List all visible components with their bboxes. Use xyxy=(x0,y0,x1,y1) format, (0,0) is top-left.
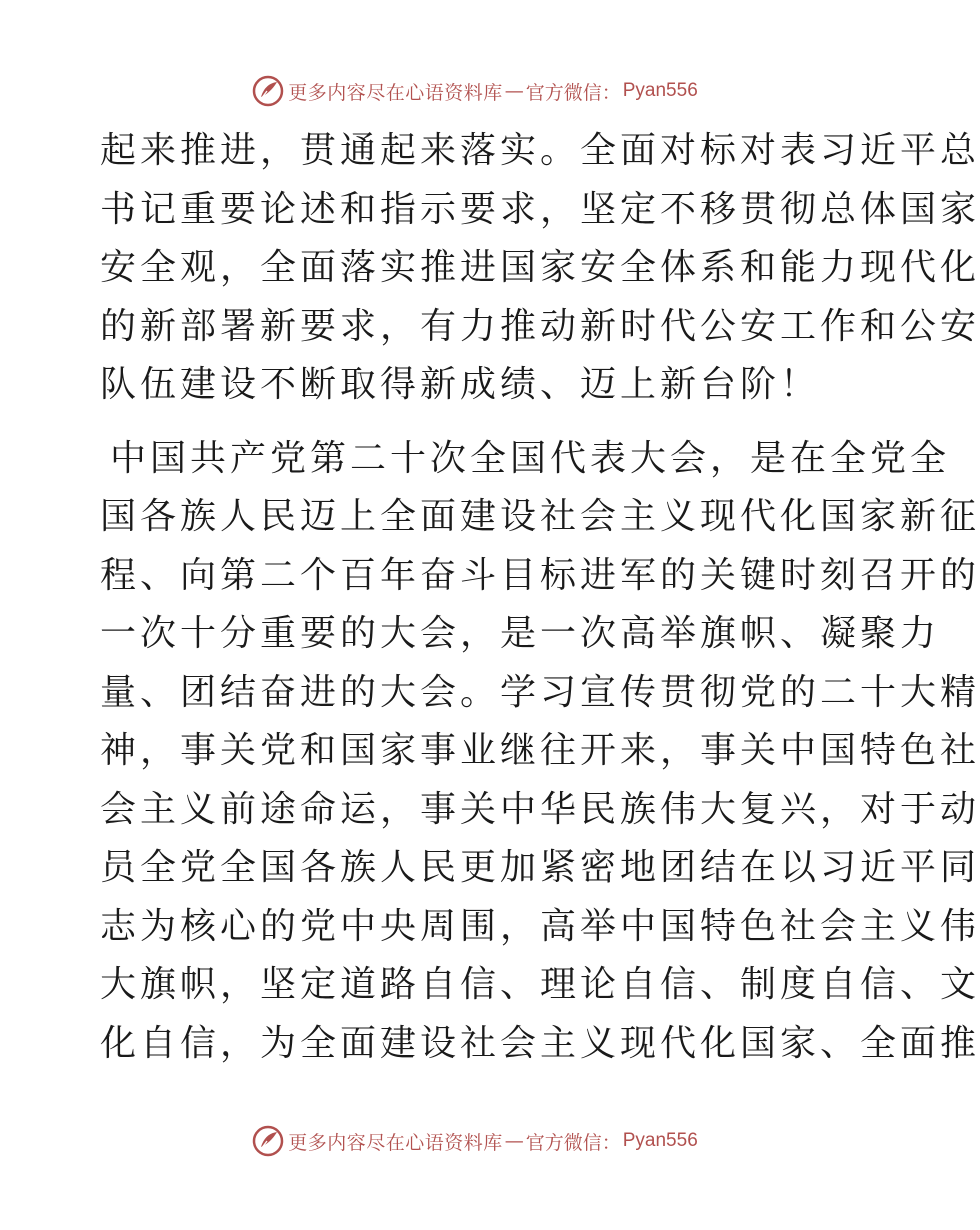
document-body xyxy=(100,122,980,1073)
paragraph-gap xyxy=(100,415,860,430)
text-line: 志为核心的党中央周围，高举中国特色社会主义伟 xyxy=(100,905,980,947)
text-line: 量、团结奋进的大会。学习宣传贯彻党的二十大精 xyxy=(100,671,980,713)
footer-watermark xyxy=(0,1121,950,1161)
text-line: 书记重要论述和指示要求，坚定不移贯彻总体国家 xyxy=(100,188,980,230)
watermark-wechat-label: 官方微信： xyxy=(525,81,621,104)
quill-logo-icon xyxy=(252,75,284,107)
text-line: 安全观，全面落实推进国家安全体系和能力现代化 xyxy=(100,247,980,288)
watermark-wechat-id: Pyan556 xyxy=(622,80,698,101)
text-line: 神，事关党和国家事业继往开来，事关中国特色社 xyxy=(100,730,980,771)
quill-logo-icon xyxy=(252,1125,284,1157)
watermark-wechat-label: 官方微信： xyxy=(525,1131,621,1154)
watermark-text: 更多内容尽在心语资料库 xyxy=(288,81,503,104)
watermark-text: 更多内容尽在心语资料库 xyxy=(288,1131,503,1154)
text-line: 一次十分重要的大会，是一次高举旗帜、凝聚力 xyxy=(100,613,941,654)
paragraph-1 xyxy=(100,122,980,415)
text-line: 中国共产党第二十次全国代表大会，是在全党全 xyxy=(110,437,951,479)
watermark-separator: — xyxy=(504,80,524,102)
paragraph-2 xyxy=(100,430,980,1074)
header-watermark xyxy=(0,71,950,111)
text-line: 队伍建设不断取得新成绩、迈上新台阶！ xyxy=(100,364,821,405)
text-line: 起来推进，贯通起来落实。全面对标对表习近平总 xyxy=(100,130,980,171)
text-line: 员全党全国各族人民更加紧密地团结在以习近平同 xyxy=(100,847,980,888)
watermark-wechat-id: Pyan556 xyxy=(622,1130,698,1151)
text-line: 化自信，为全面建设社会主义现代化国家、全面推 xyxy=(100,1022,980,1064)
watermark-separator: — xyxy=(504,1130,524,1152)
text-line: 程、向第二个百年奋斗目标进军的关键时刻召开的 xyxy=(100,554,980,596)
text-line: 会主义前途命运，事关中华民族伟大复兴，对于动 xyxy=(100,788,980,830)
text-line: 国各族人民迈上全面建设社会主义现代化国家新征 xyxy=(100,496,980,537)
text-line: 大旗帜，坚定道路自信、理论自信、制度自信、文 xyxy=(100,964,980,1005)
text-line: 的新部署新要求，有力推动新时代公安工作和公安 xyxy=(100,305,980,347)
